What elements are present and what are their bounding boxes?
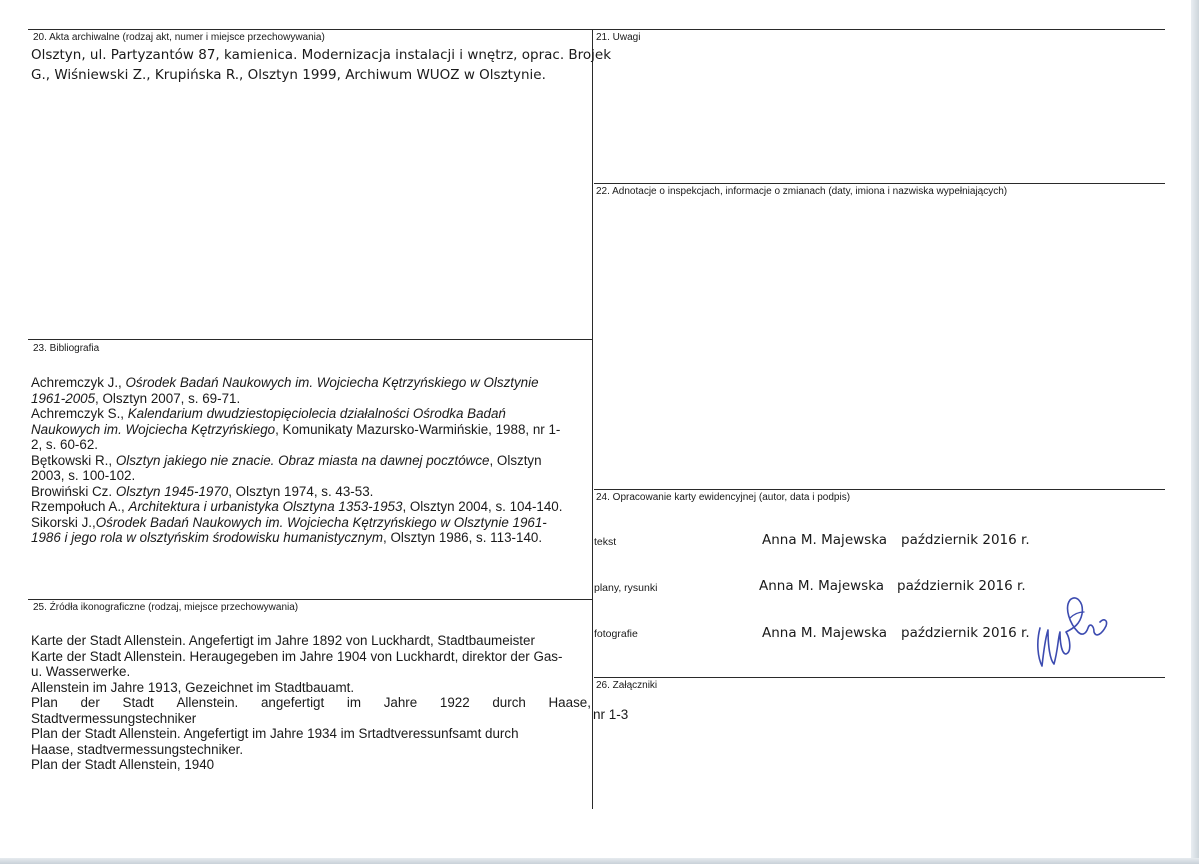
section-22-label: 22. Adnotacje o inspekcjach, informacje o zmianach (daty, imiona i nazwiska wypełniających) <box>596 186 1008 197</box>
section-20-line: Olsztyn, ul. Partyzantów 87, kamienica. Modernizacja instalacji i wnętrz, oprac. Brojek <box>31 47 612 63</box>
section-25-label: 25. Źródła ikonograficzne (rodzaj, miejsce przechowywania) <box>33 602 299 613</box>
iconography-line: Allenstein im Jahre 1913, Gezeichnet im Stadtbauamt. <box>31 679 355 695</box>
justified-word: angefertigt <box>260 695 325 710</box>
row-label-tekst: tekst <box>594 536 617 548</box>
bibliography-line: Achremczyk S., Kalendarium dwudziestopięciolecia działalności Ośrodka Badań <box>31 406 506 421</box>
justified-word: durch <box>492 695 526 710</box>
bibliography-line: Bętkowski R., Olsztyn jakiego nie znacie. Obraz miasta na dawnej pocztówce, Olsztyn <box>31 452 542 468</box>
justified-word: Plan <box>31 695 58 710</box>
iconography-list <box>31 633 591 773</box>
date-tekst: październik 2016 r. <box>901 532 1030 548</box>
iconography-line: Haase, stadtvermessungstechniker. <box>31 741 244 757</box>
author-tekst: Anna M. Majewska <box>762 532 888 548</box>
bibliography-list <box>31 375 562 546</box>
section-20-text <box>31 45 611 85</box>
justified-word: Haase, <box>548 695 591 710</box>
scan-edge-bottom <box>0 858 1199 864</box>
date-plany: październik 2016 r. <box>897 578 1026 594</box>
iconography-line: Karte der Stadt Allenstein. Angefertigt im Jahre 1892 von Luckhardt, Stadtbaumeister <box>31 633 535 648</box>
row-label-plany: plany, rysunki <box>594 582 658 594</box>
divider-26 <box>594 677 1165 678</box>
divider-24 <box>594 489 1165 490</box>
bibliography-title: Kalendarium dwudziestopięciolecia działalności Ośrodka Badań <box>127 406 506 421</box>
section-20-line: G., Wiśniewski Z., Krupińska R., Olsztyn 1999, Archiwum WUOZ w Olsztynie. <box>31 67 546 83</box>
bibliography-title: Architektura i urbanistyka Olsztyna 1353-1953 <box>128 499 403 514</box>
bibliography-title: Ośrodek Badań Naukowych im. Wojciecha Kętrzyńskiego w Olsztynie 1961- <box>95 514 547 530</box>
justified-word: der <box>80 695 100 710</box>
bibliography-title: 1986 i jego rola w olsztyńskim środowisku humanistycznym <box>31 530 384 545</box>
author-plany: Anna M. Majewska <box>759 578 885 594</box>
author-fotografie: Anna M. Majewska <box>762 625 888 641</box>
bibliography-title: 1961-2005 <box>31 390 96 406</box>
justified-word: Stadt <box>122 695 154 710</box>
divider-23 <box>28 339 592 340</box>
justified-word: Jahre <box>383 695 418 710</box>
bibliography-line: 1986 i jego rola w olsztyńskim środowisku humanistycznym, Olsztyn 1986, s. 113-140. <box>31 530 543 545</box>
justified-word: 1922 <box>439 695 470 710</box>
bibliography-line: Browiński Cz. Olsztyn 1945-1970, Olsztyn 1974, s. 43-53. <box>31 483 374 499</box>
column-divider <box>592 29 593 809</box>
bibliography-line: 1961-2005, Olsztyn 2007, s. 69-71. <box>31 390 241 406</box>
row-label-fotografie: fotografie <box>594 628 638 640</box>
section-21-label: 21. Uwagi <box>596 32 641 43</box>
divider-22 <box>594 183 1165 184</box>
bibliography-line: Achremczyk J., Ośrodek Badań Naukowych im. Wojciecha Kętrzyńskiego w Olsztynie <box>31 375 539 390</box>
bibliography-title: Naukowych im. Wojciecha Kętrzyńskiego <box>31 421 276 437</box>
section-20-label: 20. Akta archiwalne (rodzaj akt, numer i miejsce przechowywania) <box>33 32 325 43</box>
section-24-label: 24. Opracowanie karty ewidencyjnej (autor, data i podpis) <box>596 492 851 503</box>
section-23-label: 23. Bibliografia <box>33 343 100 354</box>
scan-edge-right <box>1191 0 1199 864</box>
bibliography-line: Sikorski J.,Ośrodek Badań Naukowych im. Wojciecha Kętrzyńskiego w Olsztynie 1961- <box>31 514 547 530</box>
bibliography-title: Olsztyn jakiego nie znacie. Obraz miasta na dawnej pocztówce <box>115 452 490 468</box>
iconography-line: u. Wasserwerke. <box>31 664 131 679</box>
justified-word: im <box>346 695 362 710</box>
iconography-line: Stadtvermessungstechniker <box>31 710 197 726</box>
iconography-line: Karte der Stadt Allenstein. Heraugegeben im Jahre 1904 von Luckhardt, direktor der Gas- <box>31 648 563 664</box>
date-fotografie: październik 2016 r. <box>901 625 1030 641</box>
iconography-line-justified <box>31 695 591 711</box>
bibliography-line: 2003, s. 100-102. <box>31 468 136 483</box>
justified-word: Allenstein. <box>176 695 239 710</box>
bibliography-title: Olsztyn 1945-1970 <box>115 483 229 499</box>
bibliography-line: Rzempołuch A., Architektura i urbanistyka Olsztyna 1353-1953, Olsztyn 2004, s. 104-140. <box>31 499 563 514</box>
iconography-line: Plan der Stadt Allenstein. Angefertigt im Jahre 1934 im Srtadtveressunfsamt durch <box>31 726 519 741</box>
signature-image <box>1030 588 1110 672</box>
bibliography-title: Ośrodek Badań Naukowych im. Wojciecha Kętrzyńskiego w Olsztynie <box>125 375 539 390</box>
section-26-label: 26. Załączniki <box>596 680 658 691</box>
attachments-value: nr 1-3 <box>593 707 629 722</box>
iconography-line: Plan der Stadt Allenstein, 1940 <box>31 757 215 772</box>
bibliography-line: Naukowych im. Wojciecha Kętrzyńskiego, Komunikaty Mazursko-Warmińskie, 1988, nr 1- <box>31 421 561 437</box>
divider-25 <box>28 599 592 600</box>
top-border <box>28 29 1165 30</box>
bibliography-line: 2, s. 60-62. <box>31 437 98 452</box>
